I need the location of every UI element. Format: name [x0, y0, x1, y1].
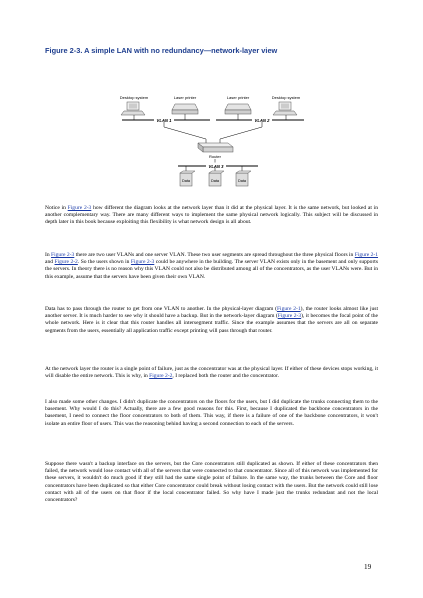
desktop2-icon [273, 102, 297, 115]
server2-label: Data [210, 179, 220, 183]
printer2-label: Laser printer [226, 95, 250, 100]
figure-link[interactable]: Figure 2-2 [149, 373, 173, 380]
figure-link[interactable]: Figure 2-3 [130, 259, 155, 266]
server1-label: Data [181, 179, 191, 183]
desktop2-label: Desktop system [271, 95, 301, 100]
paragraph-4: At the network layer the router is a single point of failure, just as the concentrator was at the physical layer. If either of these devices stops working, it will disable the entire network. This is why, in Figure 2-2, I replaced both the router and the concentrator. [45, 366, 378, 380]
paragraph-1: Notice in Figure 2-3 how different the diagram looks at the network layer than it did at the physical layer. It is the same network, but looked at in another complementary way. There are many different ways to implement the same physical network logically. This subject will be discussed in depth later in this book because exploiting this flexibility is what network design is all about. [45, 205, 378, 226]
desktop1-label: Desktop system [119, 95, 149, 100]
server3-label: Data [237, 179, 247, 183]
router-icon [198, 143, 233, 152]
figure-link[interactable]: Figure 2-3 [277, 313, 302, 320]
network-diagram [118, 94, 318, 194]
desktop1-icon [121, 102, 145, 115]
paragraph-3: Data has to pass through the router to get from one VLAN to another. In the physical-layer diagram (Figure 2-1), the router looks almost like just another server. It is much harder to see why it should have a backup. But in the network-layer diagram (Figure 2-3), it becomes the focal point of the whole network. Here is it clear that this router handles all intersegment traffic. Since the example assumes that the servers are all on separate segments from the users, essentially all application traffic except printing will pass through that router. [45, 306, 379, 334]
paragraph-2: In Figure 2-3 there are two user VLANs and one server VLAN. These two user segments are spread throughout the three physical floors in Figure 2-1 and Figure 2-2. So the users shown in Figure 2-3 could be anywhere in the building. The server VLAN exists only in the basement and only supports the servers. In theory there is no reason why this VLAN could not also be distributed among all of the concentrators, as the user VLANs were. But in this example, assume that the servers have been given their own VLAN. [45, 252, 379, 280]
figure-link[interactable]: Figure 2-2 [54, 259, 78, 266]
figure-title: Figure 2-3. A simple LAN with no redundancy—network-layer view [45, 46, 278, 55]
router-label: Router [208, 154, 222, 159]
figure-link[interactable]: Figure 2-1 [276, 306, 301, 312]
printer2-icon [225, 104, 251, 114]
vlan3-label: VLAN 3 [208, 164, 224, 169]
page-number: 19 [364, 563, 372, 571]
paragraph-6: Suppose there wasn't a backup interface on the servers, but the Core concentrators still duplicated as shown. If either of these concentrators then failed, the network would lose contact with all of the servers that were connected to that concentrator. Since all of this network was implemented for these servers, it wouldn't do much good if they still had the same single point of failure. In the same way, the trunks between the Core and floor concentrators have been duplicated so that either Core concentrator could break without losing contact with the users. But the network could still lose contact with all of the users on that floor if the local concentrator failed. So why have I made just the trunks redundant and not the local concentrators? [45, 461, 378, 504]
paragraph-5: I also made some other changes. I didn't duplicate the concentrators on the floors for the users, but I did duplicate the trunks connecting them to the basement. Why would I do this? Actually, there are a few good reasons for this. First, because I duplicated the backbone concentrators in the basement, I need to connect the floor concentrators to both of them. This way, if there is a failure of one of the backbone concentrators, it won't isolate an entire floor of users. This was the reasoning behind having a second connection to each of the servers. [45, 399, 378, 427]
figure-link[interactable]: Figure 2-3 [51, 252, 75, 258]
figure-link[interactable]: Figure 2-1 [354, 252, 379, 258]
vlan2-label: VLAN 2 [254, 118, 270, 123]
figure-link[interactable]: Figure 2-3 [67, 205, 92, 211]
vlan1-label: VLAN 1 [156, 118, 172, 123]
printer1-label: Laser printer [173, 95, 197, 100]
printer1-icon [172, 104, 198, 114]
